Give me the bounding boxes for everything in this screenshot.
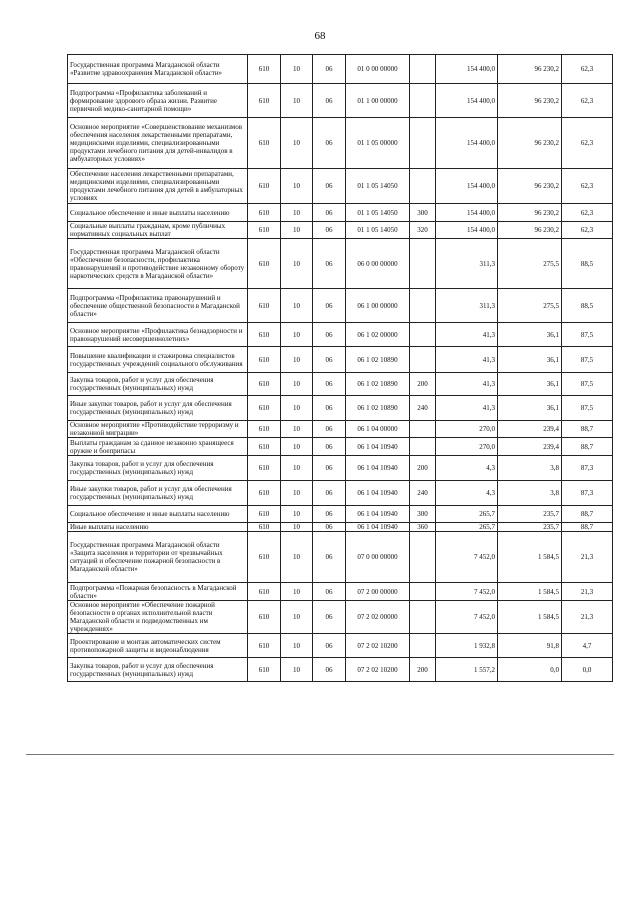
row-name: Основное мероприятие «Совершенствование механизмов обеспечения населения лекарственными препаратами, медицинскими изделиями, специализированными продуктами лечебного питания для детей-инвалидов в амбулаторных условиях» <box>68 118 248 169</box>
row-pr: 06 <box>313 55 346 84</box>
row-plan: 265,7 <box>436 523 498 532</box>
row-gr: 610 <box>248 239 281 289</box>
row-plan: 154 400,0 <box>436 84 498 118</box>
row-name: Обеспечение населения лекарственными препаратами, медицинскими изделиями, специализированными продуктами лечебного питания для детей в амбулаторных условиях <box>68 169 248 204</box>
row-pr: 06 <box>313 456 346 481</box>
row-name: Государственная программа Магаданской области «Обеспечение безопасности, профилактика правонарушений и противодействие незаконному обороту наркотических средств в Магаданской области» <box>68 239 248 289</box>
row-vr <box>410 634 436 658</box>
row-csr: 06 1 02 10890 <box>346 373 410 396</box>
row-plan: 270,0 <box>436 438 498 456</box>
row-gr: 610 <box>248 396 281 421</box>
row-pct: 87,5 <box>562 373 613 396</box>
row-vr: 200 <box>410 456 436 481</box>
row-plan: 7 452,0 <box>436 532 498 583</box>
row-gr: 610 <box>248 169 281 204</box>
row-gr: 610 <box>248 84 281 118</box>
row-pr: 06 <box>313 583 346 601</box>
row-pr: 06 <box>313 634 346 658</box>
row-name: Подпрограмма «Профилактика правонарушений и обеспечение общественной безопасности в Магаданской области» <box>68 289 248 323</box>
row-pct: 87,3 <box>562 481 613 506</box>
row-rz: 10 <box>281 481 313 506</box>
row-vr <box>410 601 436 634</box>
row-pr: 06 <box>313 421 346 438</box>
row-fact: 235,7 <box>498 506 562 523</box>
row-plan: 311,3 <box>436 239 498 289</box>
row-rz: 10 <box>281 118 313 169</box>
row-rz: 10 <box>281 658 313 682</box>
row-fact: 0,0 <box>498 658 562 682</box>
row-plan: 1 557,2 <box>436 658 498 682</box>
row-rz: 10 <box>281 396 313 421</box>
row-gr: 610 <box>248 421 281 438</box>
row-csr: 01 1 05 14050 <box>346 169 410 204</box>
row-rz: 10 <box>281 532 313 583</box>
row-pct: 88,7 <box>562 506 613 523</box>
table-row <box>68 347 613 373</box>
row-rz: 10 <box>281 373 313 396</box>
row-vr: 240 <box>410 481 436 506</box>
row-csr: 06 1 02 00000 <box>346 323 410 347</box>
row-rz: 10 <box>281 421 313 438</box>
row-name: Подпрограмма «Профилактика заболеваний и формирование здорового образа жизни. Развитие первичной медико-санитарной помощи» <box>68 84 248 118</box>
row-fact: 36,1 <box>498 373 562 396</box>
row-csr: 06 1 04 10940 <box>346 506 410 523</box>
table-row <box>68 323 613 347</box>
row-pct: 62,3 <box>562 222 613 239</box>
row-rz: 10 <box>281 204 313 222</box>
row-name: Иные выплаты населению <box>68 523 248 532</box>
table-row <box>68 634 613 658</box>
row-rz: 10 <box>281 634 313 658</box>
row-name: Выплаты гражданам за сданное незаконно хранящееся оружие и боеприпасы <box>68 438 248 456</box>
table-row <box>68 239 613 289</box>
row-gr: 610 <box>248 532 281 583</box>
row-pct: 88,7 <box>562 421 613 438</box>
row-fact: 96 230,2 <box>498 84 562 118</box>
table-row <box>68 523 613 532</box>
row-gr: 610 <box>248 118 281 169</box>
row-csr: 01 1 00 00000 <box>346 84 410 118</box>
row-plan: 4,3 <box>436 481 498 506</box>
row-rz: 10 <box>281 583 313 601</box>
row-pct: 87,5 <box>562 323 613 347</box>
row-pct: 62,3 <box>562 169 613 204</box>
row-gr: 610 <box>248 583 281 601</box>
row-name: Основное мероприятие «Профилактика безнадзорности и правонарушений несовершеннолетних» <box>68 323 248 347</box>
table-row <box>68 506 613 523</box>
row-pr: 06 <box>313 523 346 532</box>
row-plan: 7 452,0 <box>436 583 498 601</box>
row-pr: 06 <box>313 204 346 222</box>
table-row <box>68 421 613 438</box>
row-gr: 610 <box>248 481 281 506</box>
row-pct: 87,5 <box>562 347 613 373</box>
row-pct: 21,3 <box>562 532 613 583</box>
row-plan: 154 400,0 <box>436 118 498 169</box>
row-gr: 610 <box>248 323 281 347</box>
row-vr <box>410 421 436 438</box>
row-fact: 3,8 <box>498 456 562 481</box>
row-name: Социальное обеспечение и иные выплаты населению <box>68 204 248 222</box>
row-rz: 10 <box>281 438 313 456</box>
row-csr: 01 1 05 00000 <box>346 118 410 169</box>
row-vr <box>410 239 436 289</box>
table-row <box>68 456 613 481</box>
row-name: Социальное обеспечение и иные выплаты населению <box>68 506 248 523</box>
row-pct: 21,3 <box>562 583 613 601</box>
row-pr: 06 <box>313 289 346 323</box>
row-fact: 96 230,2 <box>498 118 562 169</box>
row-pr: 06 <box>313 481 346 506</box>
table-row <box>68 601 613 634</box>
row-csr: 06 1 02 10890 <box>346 347 410 373</box>
row-gr: 610 <box>248 55 281 84</box>
row-fact: 91,8 <box>498 634 562 658</box>
row-gr: 610 <box>248 456 281 481</box>
row-name: Основное мероприятие «Обеспечение пожарной безопасности в органах исполнительной власти Магаданской области и подведомственных им учреждениях» <box>68 601 248 634</box>
row-fact: 239,4 <box>498 438 562 456</box>
row-fact: 96 230,2 <box>498 55 562 84</box>
row-pr: 06 <box>313 506 346 523</box>
table-row <box>68 583 613 601</box>
row-fact: 1 584,5 <box>498 532 562 583</box>
row-pct: 88,7 <box>562 438 613 456</box>
row-vr <box>410 583 436 601</box>
row-vr: 200 <box>410 658 436 682</box>
row-pct: 87,3 <box>562 456 613 481</box>
row-name: Государственная программа Магаданской области «Защита населения и территории от чрезвычайных ситуаций и обеспечение пожарной безопасности в Магаданской области» <box>68 532 248 583</box>
table-row <box>68 438 613 456</box>
row-csr: 07 2 02 00000 <box>346 601 410 634</box>
row-fact: 1 584,5 <box>498 601 562 634</box>
row-rz: 10 <box>281 347 313 373</box>
row-csr: 07 2 00 00000 <box>346 583 410 601</box>
row-fact: 36,1 <box>498 347 562 373</box>
budget-table-body <box>68 55 613 682</box>
row-fact: 275,5 <box>498 289 562 323</box>
row-fact: 1 584,5 <box>498 583 562 601</box>
row-rz: 10 <box>281 523 313 532</box>
row-fact: 3,8 <box>498 481 562 506</box>
row-name: Иные закупки товаров, работ и услуг для обеспечения государственных (муниципальных) нужд <box>68 396 248 421</box>
table-row <box>68 84 613 118</box>
row-csr: 07 2 02 10200 <box>346 658 410 682</box>
row-pct: 88,5 <box>562 239 613 289</box>
row-vr <box>410 323 436 347</box>
table-row <box>68 658 613 682</box>
row-vr: 200 <box>410 373 436 396</box>
row-plan: 154 400,0 <box>436 204 498 222</box>
row-csr: 01 0 00 00000 <box>346 55 410 84</box>
row-gr: 610 <box>248 289 281 323</box>
row-gr: 610 <box>248 523 281 532</box>
row-rz: 10 <box>281 55 313 84</box>
row-csr: 06 1 04 10940 <box>346 523 410 532</box>
row-gr: 610 <box>248 373 281 396</box>
row-fact: 36,1 <box>498 396 562 421</box>
row-csr: 06 0 00 00000 <box>346 239 410 289</box>
row-pr: 06 <box>313 323 346 347</box>
row-vr: 320 <box>410 222 436 239</box>
row-fact: 275,5 <box>498 239 562 289</box>
row-csr: 07 0 00 00000 <box>346 532 410 583</box>
row-vr <box>410 55 436 84</box>
row-pr: 06 <box>313 118 346 169</box>
row-plan: 41,3 <box>436 373 498 396</box>
table-row <box>68 532 613 583</box>
row-pct: 4,7 <box>562 634 613 658</box>
table-row <box>68 118 613 169</box>
page-number: 68 <box>314 30 326 42</box>
row-plan: 41,3 <box>436 396 498 421</box>
table-row <box>68 396 613 421</box>
row-csr: 06 1 04 10940 <box>346 481 410 506</box>
row-name: Закупка товаров, работ и услуг для обеспечения государственных (муниципальных) нужд <box>68 658 248 682</box>
row-rz: 10 <box>281 84 313 118</box>
row-pr: 06 <box>313 347 346 373</box>
row-name: Закупка товаров, работ и услуг для обеспечения государственных (муниципальных) нужд <box>68 373 248 396</box>
row-csr: 06 1 00 00000 <box>346 289 410 323</box>
row-pct: 62,3 <box>562 55 613 84</box>
row-plan: 1 932,8 <box>436 634 498 658</box>
row-plan: 154 400,0 <box>436 222 498 239</box>
row-rz: 10 <box>281 222 313 239</box>
budget-table <box>67 54 613 682</box>
row-rz: 10 <box>281 506 313 523</box>
row-plan: 270,0 <box>436 421 498 438</box>
row-rz: 10 <box>281 601 313 634</box>
row-name: Социальные выплаты гражданам, кроме публичных нормативных социальных выплат <box>68 222 248 239</box>
row-pct: 62,3 <box>562 84 613 118</box>
table-row <box>68 169 613 204</box>
row-pr: 06 <box>313 373 346 396</box>
row-gr: 610 <box>248 601 281 634</box>
row-pct: 21,3 <box>562 601 613 634</box>
row-pr: 06 <box>313 222 346 239</box>
row-plan: 265,7 <box>436 506 498 523</box>
row-vr <box>410 118 436 169</box>
table-row <box>68 204 613 222</box>
row-gr: 610 <box>248 658 281 682</box>
row-fact: 96 230,2 <box>498 204 562 222</box>
row-csr: 01 1 05 14050 <box>346 222 410 239</box>
row-vr: 300 <box>410 506 436 523</box>
row-name: Государственная программа Магаданской области «Развитие здравоохранения Магаданской области» <box>68 55 248 84</box>
row-vr <box>410 438 436 456</box>
row-rz: 10 <box>281 456 313 481</box>
row-vr <box>410 347 436 373</box>
row-fact: 96 230,2 <box>498 222 562 239</box>
row-vr <box>410 169 436 204</box>
row-pr: 06 <box>313 438 346 456</box>
row-name: Иные закупки товаров, работ и услуг для обеспечения государственных (муниципальных) нужд <box>68 481 248 506</box>
table-row <box>68 481 613 506</box>
footer-divider <box>26 754 614 755</box>
row-pr: 06 <box>313 532 346 583</box>
row-vr <box>410 84 436 118</box>
row-pr: 06 <box>313 239 346 289</box>
row-name: Закупка товаров, работ и услуг для обеспечения государственных (муниципальных) нужд <box>68 456 248 481</box>
row-name: Подпрограмма «Пожарная безопасность в Магаданской области» <box>68 583 248 601</box>
row-vr <box>410 289 436 323</box>
row-name: Проектирование и монтаж автоматических систем противопожарной защиты и видеонаблюдения <box>68 634 248 658</box>
row-csr: 06 1 04 10940 <box>346 438 410 456</box>
row-pct: 87,5 <box>562 396 613 421</box>
row-vr <box>410 532 436 583</box>
row-pct: 88,5 <box>562 289 613 323</box>
row-csr: 06 1 04 10940 <box>346 456 410 481</box>
row-gr: 610 <box>248 222 281 239</box>
table-row <box>68 222 613 239</box>
row-name: Повышение квалификации и стажировка специалистов государственных учреждений социального обслуживания <box>68 347 248 373</box>
row-plan: 311,3 <box>436 289 498 323</box>
row-pct: 62,3 <box>562 204 613 222</box>
row-plan: 7 452,0 <box>436 601 498 634</box>
table-row <box>68 373 613 396</box>
row-plan: 154 400,0 <box>436 55 498 84</box>
row-name: Основное мероприятие «Противодействие терроризму и незаконной миграции» <box>68 421 248 438</box>
row-rz: 10 <box>281 239 313 289</box>
row-vr: 240 <box>410 396 436 421</box>
row-pr: 06 <box>313 84 346 118</box>
row-plan: 154 400,0 <box>436 169 498 204</box>
row-pr: 06 <box>313 658 346 682</box>
row-csr: 06 1 04 00000 <box>346 421 410 438</box>
row-vr: 300 <box>410 204 436 222</box>
table-row <box>68 55 613 84</box>
row-csr: 07 2 02 10200 <box>346 634 410 658</box>
row-gr: 610 <box>248 204 281 222</box>
row-pr: 06 <box>313 601 346 634</box>
row-fact: 239,4 <box>498 421 562 438</box>
row-rz: 10 <box>281 289 313 323</box>
row-fact: 36,1 <box>498 323 562 347</box>
row-fact: 235,7 <box>498 523 562 532</box>
row-gr: 610 <box>248 506 281 523</box>
row-plan: 41,3 <box>436 323 498 347</box>
row-pct: 62,3 <box>562 118 613 169</box>
row-rz: 10 <box>281 169 313 204</box>
row-rz: 10 <box>281 323 313 347</box>
row-gr: 610 <box>248 438 281 456</box>
row-gr: 610 <box>248 347 281 373</box>
row-fact: 96 230,2 <box>498 169 562 204</box>
row-pct: 88,7 <box>562 523 613 532</box>
row-gr: 610 <box>248 634 281 658</box>
row-plan: 41,3 <box>436 347 498 373</box>
row-csr: 01 1 05 14050 <box>346 204 410 222</box>
row-plan: 4,3 <box>436 456 498 481</box>
row-vr: 360 <box>410 523 436 532</box>
row-pct: 0,0 <box>562 658 613 682</box>
row-pr: 06 <box>313 169 346 204</box>
row-pr: 06 <box>313 396 346 421</box>
row-csr: 06 1 02 10890 <box>346 396 410 421</box>
table-row <box>68 289 613 323</box>
